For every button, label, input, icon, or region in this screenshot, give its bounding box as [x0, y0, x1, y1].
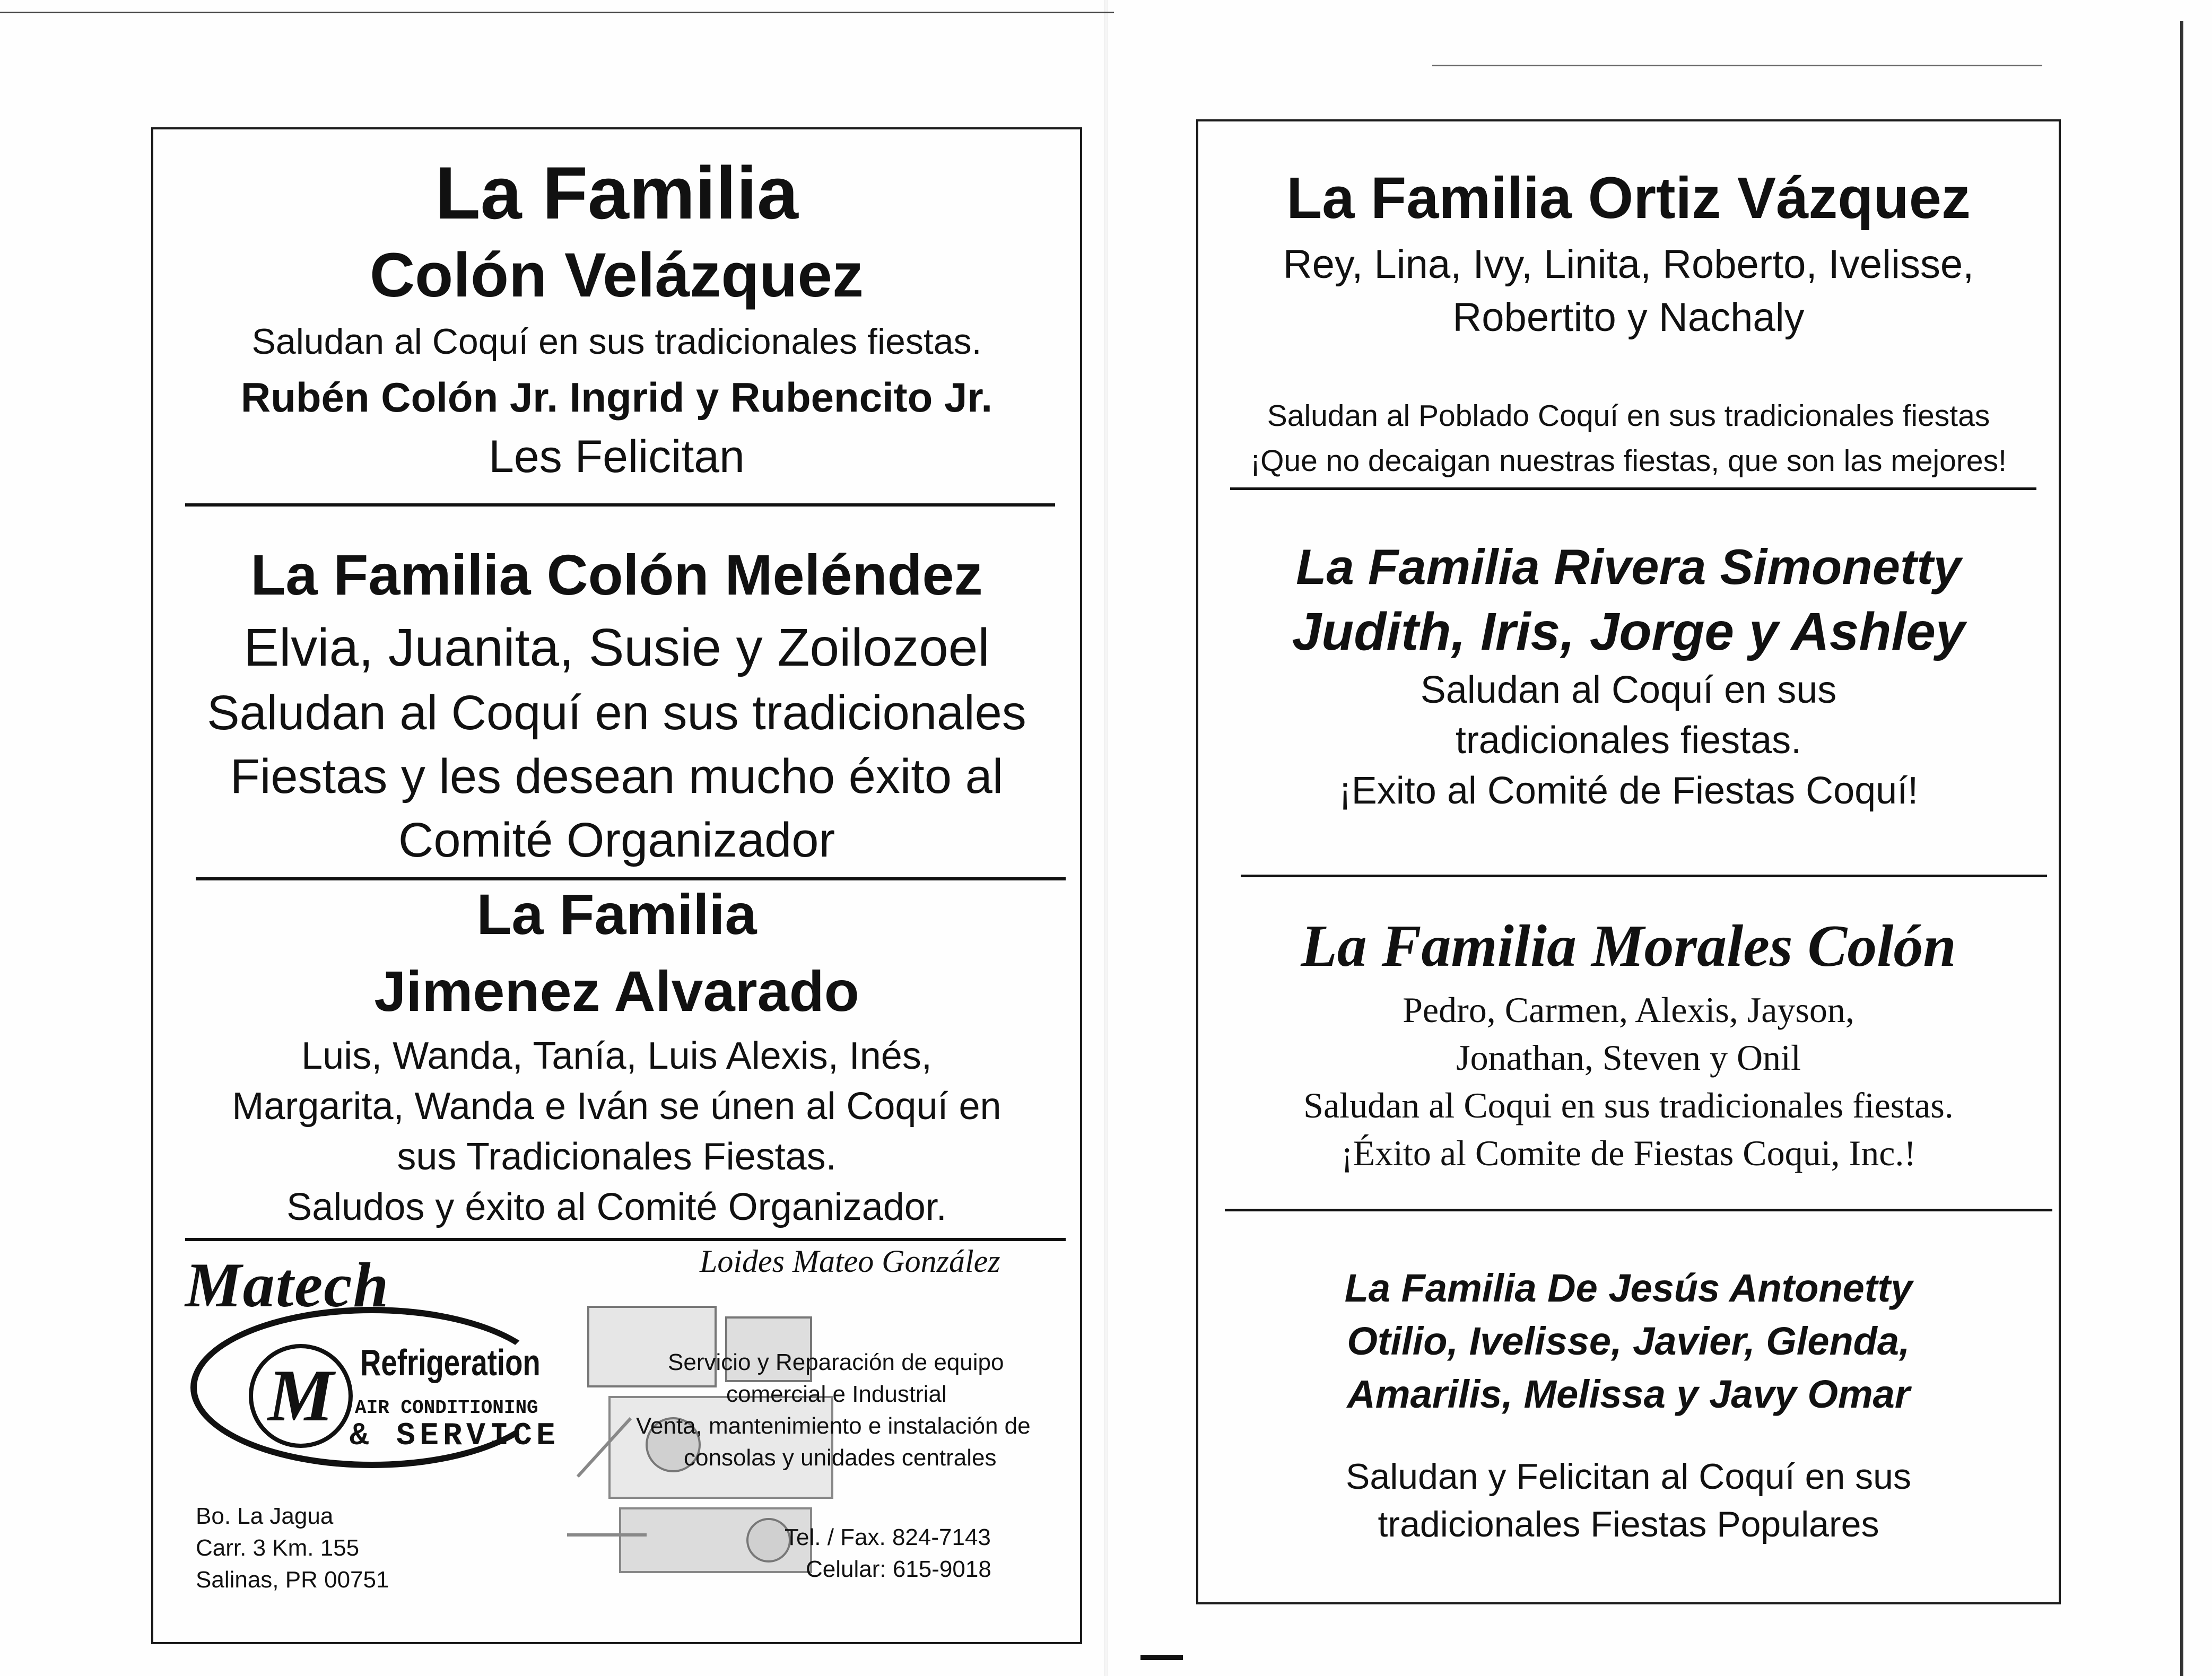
member-names: Jonathan, Steven y Onil: [1456, 1037, 1801, 1078]
heading-family-name: Colón Velázquez: [369, 240, 864, 310]
greeting-text: Saludan y Felicitan al Coquí en sus: [1346, 1456, 1911, 1497]
matech-m-icon: M: [249, 1344, 353, 1448]
ad-morales-colon: [1198, 906, 2059, 1177]
heading-family-name: La Familia Ortiz Vázquez: [1286, 165, 1971, 231]
left-ad-box: [151, 127, 1082, 1644]
owner-name: Loides Mateo González: [700, 1244, 1000, 1279]
section-divider: [1225, 1209, 2052, 1211]
address-line: Salinas, PR 00751: [196, 1567, 389, 1593]
section-divider: [1230, 487, 2036, 490]
services-text: consolas y unidades centrales: [684, 1445, 997, 1471]
greeting-text: Luis, Wanda, Tanía, Luis Alexis, Inés,: [301, 1035, 932, 1077]
section-divider: [1241, 875, 2047, 877]
member-names: Otilio, Ivelisse, Javier, Glenda,: [1347, 1319, 1910, 1363]
heading-la-familia: La Familia: [476, 882, 757, 946]
phone-fax: Tel. / Fax. 824-7143: [785, 1524, 991, 1550]
closing-text: Les Felicitan: [489, 431, 745, 482]
member-names: Rey, Lina, Ivy, Linita, Roberto, Ivelisse,: [1283, 242, 1974, 287]
cell-phone: Celular: 615-9018: [806, 1556, 991, 1582]
greeting-text: Fiestas y les desean mucho éxito al: [230, 749, 1004, 804]
scan-edge-mark: [1140, 1655, 1183, 1660]
ad-jimenez-alvarado: [153, 877, 1080, 1233]
member-names: Elvia, Juanita, Susie y Zoilozoel: [243, 618, 990, 677]
matech-refrigeration-ad: [153, 1243, 1080, 1641]
greeting-text: ¡Éxito al Comite de Fiestas Coqui, Inc.!: [1340, 1133, 1917, 1173]
services-text: comercial e Industrial: [726, 1381, 947, 1407]
address-line: Bo. La Jagua: [196, 1503, 334, 1529]
member-names: Judith, Iris, Jorge y Ashley: [1292, 602, 1965, 661]
address-line: Carr. 3 Km. 155: [196, 1535, 360, 1561]
heading-family-name: La Familia De Jesús Antonetty: [1344, 1266, 1913, 1310]
greeting-text: Saludan al Coquí en sus: [1420, 669, 1837, 711]
services-text: Servicio y Reparación de equipo: [668, 1349, 1004, 1375]
member-names: Robertito y Nachaly: [1452, 295, 1805, 340]
greeting-text: ¡Que no decaigan nuestras fiestas, que son las mejores!: [1250, 444, 2007, 478]
ad-colon-velazquez: [153, 151, 1080, 487]
section-divider: [185, 503, 1055, 507]
matech-logo-service: & SERVICE: [350, 1418, 560, 1454]
heading-family-name: La Familia Colón Meléndez: [250, 543, 983, 607]
greeting-text: Saludos y éxito al Comité Organizador.: [286, 1186, 947, 1228]
greeting-text: Margarita, Wanda e Iván se únen al Coquí en: [232, 1085, 1002, 1128]
member-names: Pedro, Carmen, Alexis, Jayson,: [1403, 990, 1854, 1030]
services-text: Venta, mantenimiento e instalación de: [636, 1413, 1031, 1439]
ad-de-jesus-antonetty: [1198, 1262, 2059, 1548]
matech-logo-refrigeration: Refrigeration: [360, 1342, 541, 1383]
member-names: Amarilis, Melissa y Javy Omar: [1347, 1372, 1910, 1416]
ad-colon-melendez: [153, 535, 1080, 872]
matech-logo-script: Matech: [185, 1250, 390, 1320]
greeting-text: ¡Exito al Comité de Fiestas Coquí!: [1338, 770, 1919, 812]
heading-la-familia: La Familia: [435, 151, 798, 234]
member-names: Rubén Colón Jr. Ingrid y Rubencito Jr.: [240, 374, 993, 421]
greeting-text: Saludan al Coqui en sus tradicionales fiestas.: [1303, 1085, 1954, 1125]
greeting-text: tradicionales fiestas.: [1455, 719, 1802, 762]
heading-family-name: La Familia Morales Colón: [1301, 913, 1956, 979]
greeting-text: sus Tradicionales Fiestas.: [397, 1136, 837, 1178]
greeting-text: Saludan al Coquí en sus tradicionales: [207, 686, 1026, 740]
ad-ortiz-vazquez: [1198, 159, 2059, 482]
section-divider: [185, 1238, 1066, 1241]
scan-edge-line: [1432, 65, 2042, 66]
heading-family-name: La Familia Rivera Simonetty: [1296, 539, 1961, 595]
greeting-text: Saludan al Poblado Coquí en sus tradicionales fiestas: [1267, 399, 1990, 433]
greeting-text: Comité Organizador: [398, 813, 835, 867]
right-ad-box: [1196, 119, 2061, 1604]
heading-family-name: Jimenez Alvarado: [374, 959, 859, 1023]
greeting-text: tradicionales Fiestas Populares: [1378, 1504, 1879, 1544]
ad-rivera-simonetty: [1198, 535, 2059, 816]
greeting-text: Saludan al Coquí en sus tradicionales fiestas.: [251, 321, 982, 362]
scan-edge-mark: [2180, 21, 2183, 1676]
matech-logo-air-conditioning: AIR CONDITIONING: [355, 1397, 538, 1419]
scan-edge-line: [0, 12, 1114, 13]
page-fold: [1104, 0, 1108, 1676]
